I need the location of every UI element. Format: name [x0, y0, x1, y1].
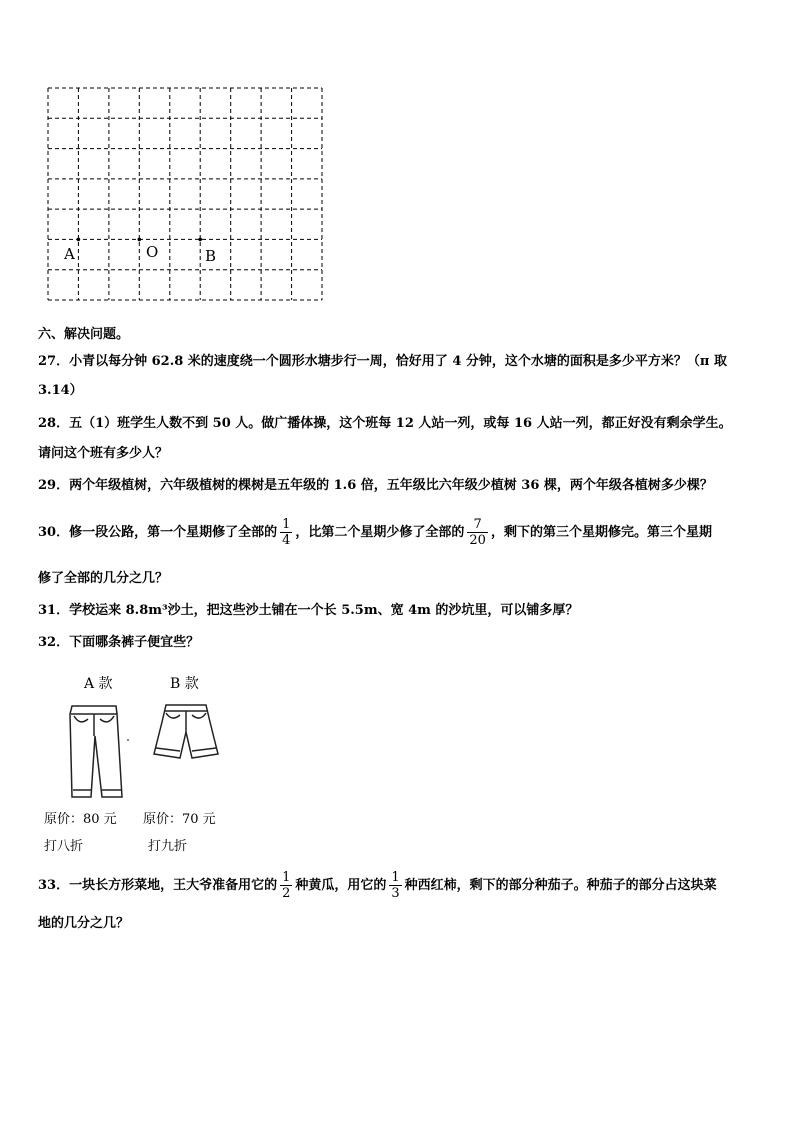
- fraction-seven-twentieths: $\frac{7}{20}$: [469, 517, 486, 548]
- dot-separator: [127, 739, 129, 741]
- pants-a-title: A 款: [84, 676, 113, 692]
- q33-text-part2: 种黄瓜，用它的: [295, 878, 387, 893]
- q30-text-part1: 30．修一段公路，第一个星期修了全部的: [38, 525, 278, 540]
- point-b-label: B: [205, 247, 217, 265]
- question-32: 32．下面哪条裤子便宜些？: [38, 635, 200, 650]
- pants-b-price: 原价：70 元: [143, 812, 216, 827]
- pants-a-price: 原价：80 元: [44, 812, 117, 827]
- question-31: 31．学校运来 8.8m³沙土，把这些沙土铺在一个长 5.5m、宽 4m 的沙坑里，可以铺多厚？: [38, 603, 579, 618]
- pants-b-discount: 打九折: [148, 839, 188, 854]
- fraction-one-quarter: $\frac{1}{4}$: [282, 517, 291, 548]
- q30-text-part3: ，剩下的第三个星期修完。第三个星期: [490, 525, 712, 540]
- shorts-image: [150, 702, 222, 764]
- pants-b-title: B 款: [170, 676, 199, 692]
- point-a-dot: [77, 238, 81, 242]
- section-title: 六、解决问题。: [38, 327, 130, 342]
- question-28-line2: 请问这个班有多少人？: [38, 446, 169, 461]
- fraction-one-third: $\frac{1}{3}$: [391, 870, 400, 901]
- point-a-label: A: [64, 245, 75, 263]
- q30-text-part2: ，比第二个星期少修了全部的: [295, 525, 465, 540]
- q33-text-part1: 33．一块长方形菜地，王大爷准备用它的: [38, 878, 278, 893]
- fraction-one-half: $\frac{1}{2}$: [282, 870, 291, 901]
- point-o-label: O: [146, 243, 159, 261]
- point-b-dot: [198, 238, 202, 242]
- q33-text-part3: 种西红柿，剩下的部分种茄子。种茄子的部分占这块菜: [404, 878, 717, 893]
- question-33-line1: [38, 867, 717, 905]
- question-27-line1: 27．小青以每分钟 62.8 米的速度绕一个圆形水塘步行一周，恰好用了 4 分钟，这个水塘的面积是多少平方米？（π 取: [38, 354, 727, 369]
- question-27-line2: 3.14）: [38, 383, 83, 398]
- dashed-grid: [0, 0, 794, 320]
- question-28-line1: 28．五（1）班学生人数不到 50 人。做广播体操，这个班每 12 人站一列，或每 16 人站一列，都正好没有剩余学生。: [38, 416, 732, 431]
- question-29: 29．两个年级植树，六年级植树的棵树是五年级的 1.6 倍，五年级比六年级少植树 36 棵，两个年级各植树多少棵？: [38, 478, 713, 493]
- point-o-dot: [138, 238, 142, 242]
- question-30-line2: 修了全部的几分之几？: [38, 571, 169, 586]
- long-pants-image: [64, 702, 126, 802]
- pants-a-discount: 打八折: [44, 839, 84, 854]
- question-30-line1: [38, 514, 712, 552]
- question-33-line2: 地的几分之几？: [38, 916, 130, 931]
